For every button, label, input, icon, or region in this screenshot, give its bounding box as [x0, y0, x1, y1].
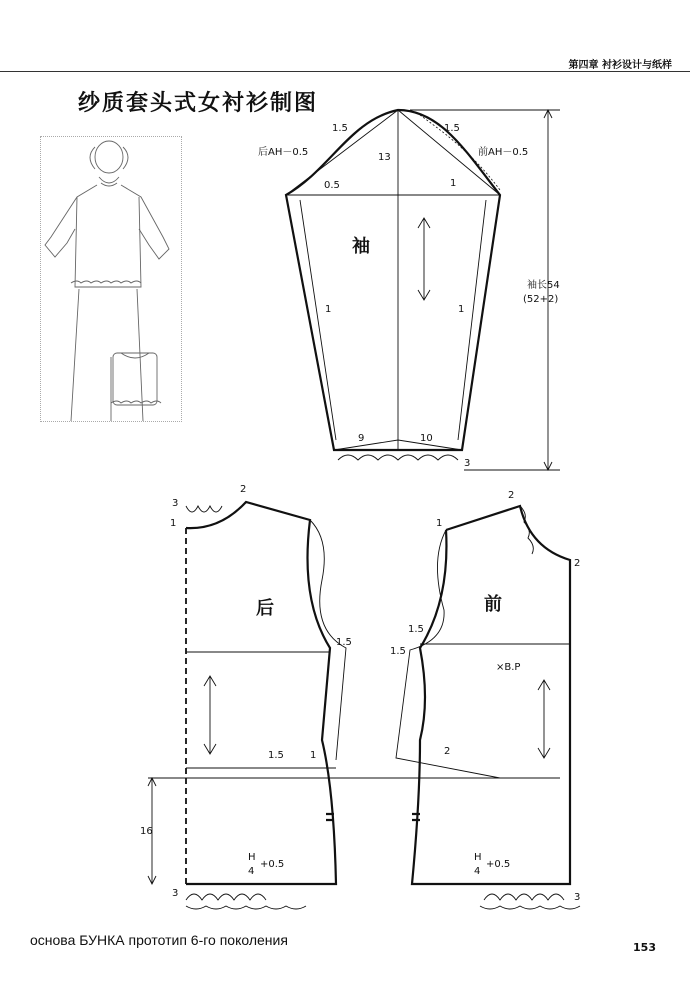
front-hem-4-label: 4 [474, 866, 481, 877]
sleeve-length-label: 袖长54 [527, 280, 560, 291]
cuff-right-label: 10 [420, 433, 433, 444]
front-bp-label: ×B.P [496, 662, 521, 673]
sleeve-1-5-right-label: 1.5 [444, 123, 460, 134]
back-1-5-waist-label: 1.5 [268, 750, 284, 761]
sleeve-name: 袖 [352, 236, 370, 257]
front-hem-h-label: H [474, 852, 482, 863]
sleeve-right-1-label: 1 [458, 304, 465, 315]
sleeve-3-label: 3 [464, 458, 471, 469]
cuff-left-label: 9 [358, 433, 365, 444]
back-hem-plus-label: +0.5 [260, 859, 285, 870]
back-16-label: 16 [140, 826, 153, 837]
back-name: 后 [256, 598, 274, 619]
sleeve-0-5-label: 0.5 [324, 180, 340, 191]
page-title: 纱质套头式女衬衫制图 [78, 91, 319, 116]
front-1-5-b-label: 1.5 [390, 646, 406, 657]
front-1-top-label: 1 [436, 518, 443, 529]
sleeve-length-sub-label: (52+2) [523, 294, 559, 305]
chapter-header: 第四章 衬衫设计与纸样 [568, 60, 672, 71]
back-3-bottom-label: 3 [172, 888, 179, 899]
front-ah-label: 前AH－0.5 [478, 147, 529, 158]
front-hem-plus-label: +0.5 [486, 859, 511, 870]
sleeve-left-1-label: 1 [325, 304, 332, 315]
back-bodice-pattern [140, 484, 560, 909]
front-2-collar-label: 2 [574, 558, 581, 569]
back-ah-label: 后AH－0.5 [258, 147, 309, 158]
front-2-top-label: 2 [508, 490, 515, 501]
footer-caption: основа БУНКА прототип 6-го поколения [30, 932, 288, 948]
front-2-dart-label: 2 [444, 746, 451, 757]
back-hem-h-label: H [248, 852, 256, 863]
front-name: 前 [484, 594, 502, 615]
back-1-side-label: 1 [310, 750, 317, 761]
cap-height-label: 13 [378, 152, 391, 163]
front-1-5-a-label: 1.5 [408, 624, 424, 635]
sleeve-front-cap-1-label: 1 [450, 178, 457, 189]
sleeve-pattern [258, 110, 560, 470]
sleeve-1-5-left-label: 1.5 [332, 123, 348, 134]
back-1-top-label: 1 [170, 518, 177, 529]
back-1-5-arm-label: 1.5 [336, 637, 352, 648]
back-3-top-label: 3 [172, 498, 179, 509]
back-hem-4-label: 4 [248, 866, 255, 877]
front-bodice-pattern [390, 490, 580, 909]
front-3-bottom-label: 3 [574, 892, 581, 903]
back-2-top-label: 2 [240, 484, 247, 495]
page-number: 153 [633, 941, 656, 954]
